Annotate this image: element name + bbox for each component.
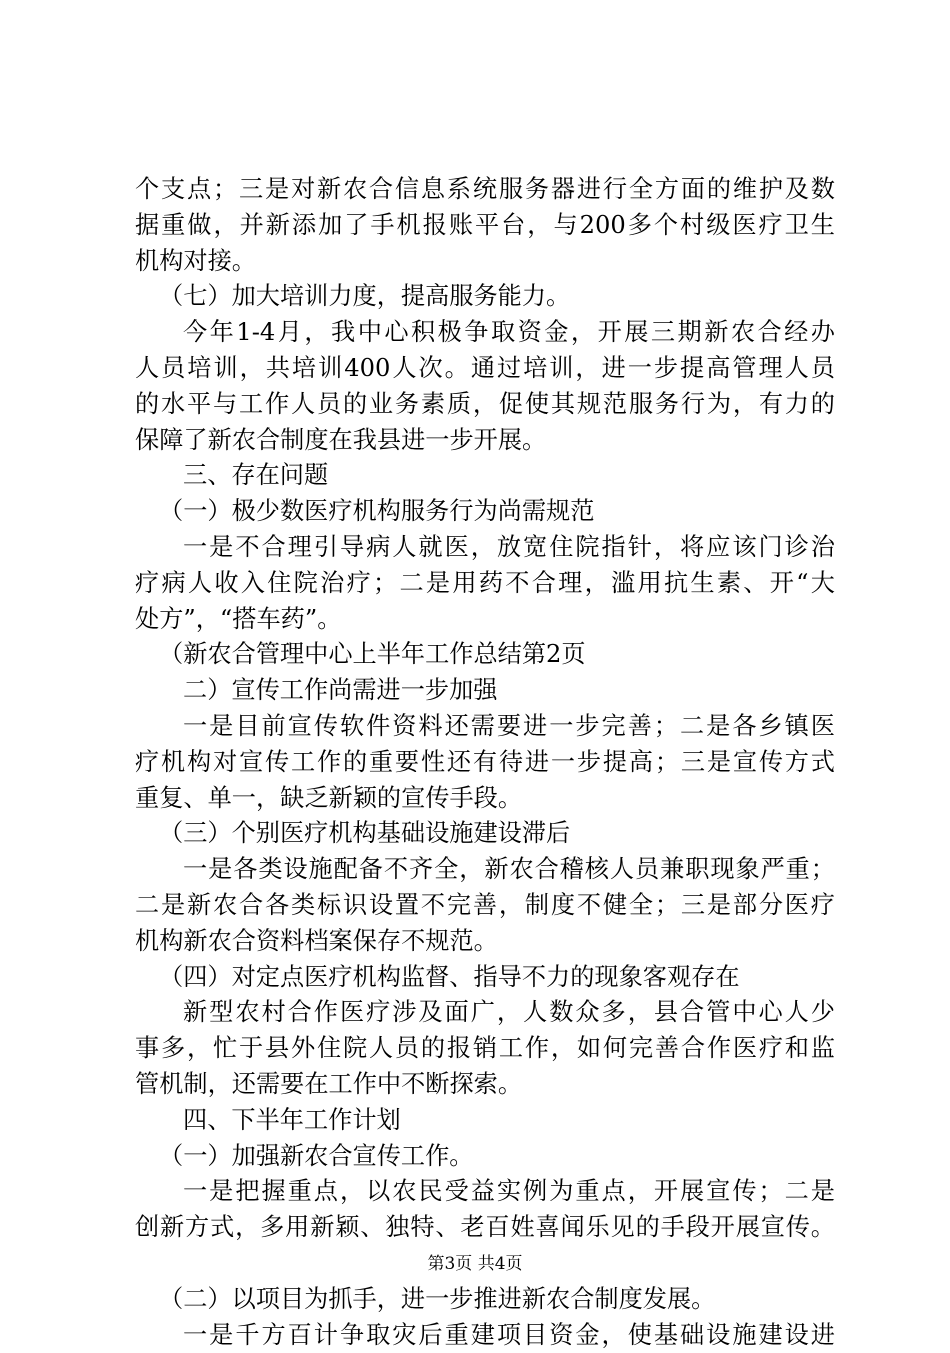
document-body	[135, 172, 835, 1353]
text-line: 一是把握重点，以农民受益实例为重点，开展宣传；二是	[135, 1174, 835, 1210]
text-line: 一是不合理引导病人就医，放宽住院指针，将应该门诊治	[135, 530, 835, 566]
text-line: 疗病人收入住院治疗；二是用药不合理，滥用抗生素、开“大	[135, 566, 835, 602]
text-line: （新农合管理中心上半年工作总结第2页	[135, 637, 835, 673]
text-line: 处方”，“搭车药”。	[135, 602, 835, 638]
text-line: 重复、单一，缺乏新颖的宣传手段。	[135, 781, 835, 817]
text-line: （七）加大培训力度，提高服务能力。	[135, 279, 835, 315]
text-line: 四、下半年工作计划	[135, 1103, 835, 1139]
text-line: 一是千方百计争取灾后重建项目资金，使基础设施建设进	[135, 1318, 835, 1353]
text-line: 三、存在问题	[135, 458, 835, 494]
text-line: 二是新农合各类标识设置不完善，制度不健全；三是部分医疗	[135, 888, 835, 924]
text-line: （四）对定点医疗机构监督、指导不力的现象客观存在	[135, 960, 835, 996]
text-line: （一）加强新农合宣传工作。	[135, 1139, 835, 1175]
text-line: 今年1-4月，我中心积极争取资金，开展三期新农合经办	[135, 315, 835, 351]
text-line: 据重做，并新添加了手机报账平台，与200多个村级医疗卫生	[135, 208, 835, 244]
text-line: 人员培训，共培训400人次。通过培训，进一步提高管理人员	[135, 351, 835, 387]
text-line: 保障了新农合制度在我县进一步开展。	[135, 423, 835, 459]
text-line: 机构新农合资料档案保存不规范。	[135, 924, 835, 960]
text-line: 机构对接。	[135, 244, 835, 280]
text-line: 创新方式，多用新颖、独特、老百姓喜闻乐见的手段开展宣传。	[135, 1210, 835, 1246]
page-footer: 第3页 共4页	[0, 1253, 950, 1275]
text-line: 的水平与工作人员的业务素质，促使其规范服务行为，有力的	[135, 387, 835, 423]
text-line: 一是目前宣传软件资料还需要进一步完善；二是各乡镇医	[135, 709, 835, 745]
text-line: 个支点；三是对新农合信息系统服务器进行全方面的维护及数	[135, 172, 835, 208]
text-line: 疗机构对宣传工作的重要性还有待进一步提高；三是宣传方式	[135, 745, 835, 781]
text-line: 一是各类设施配备不齐全，新农合稽核人员兼职现象严重；	[135, 852, 835, 888]
text-line: （一）极少数医疗机构服务行为尚需规范	[135, 494, 835, 530]
text-line: （二）以项目为抓手，进一步推进新农合制度发展。	[135, 1282, 835, 1318]
text-line: （三）个别医疗机构基础设施建设滞后	[135, 816, 835, 852]
text-line: 新型农村合作医疗涉及面广，人数众多，县合管中心人少	[135, 995, 835, 1031]
text-line: 事多，忙于县外住院人员的报销工作，如何完善合作医疗和监	[135, 1031, 835, 1067]
text-line: 管机制，还需要在工作中不断探索。	[135, 1067, 835, 1103]
text-line: 二）宣传工作尚需进一步加强	[135, 673, 835, 709]
